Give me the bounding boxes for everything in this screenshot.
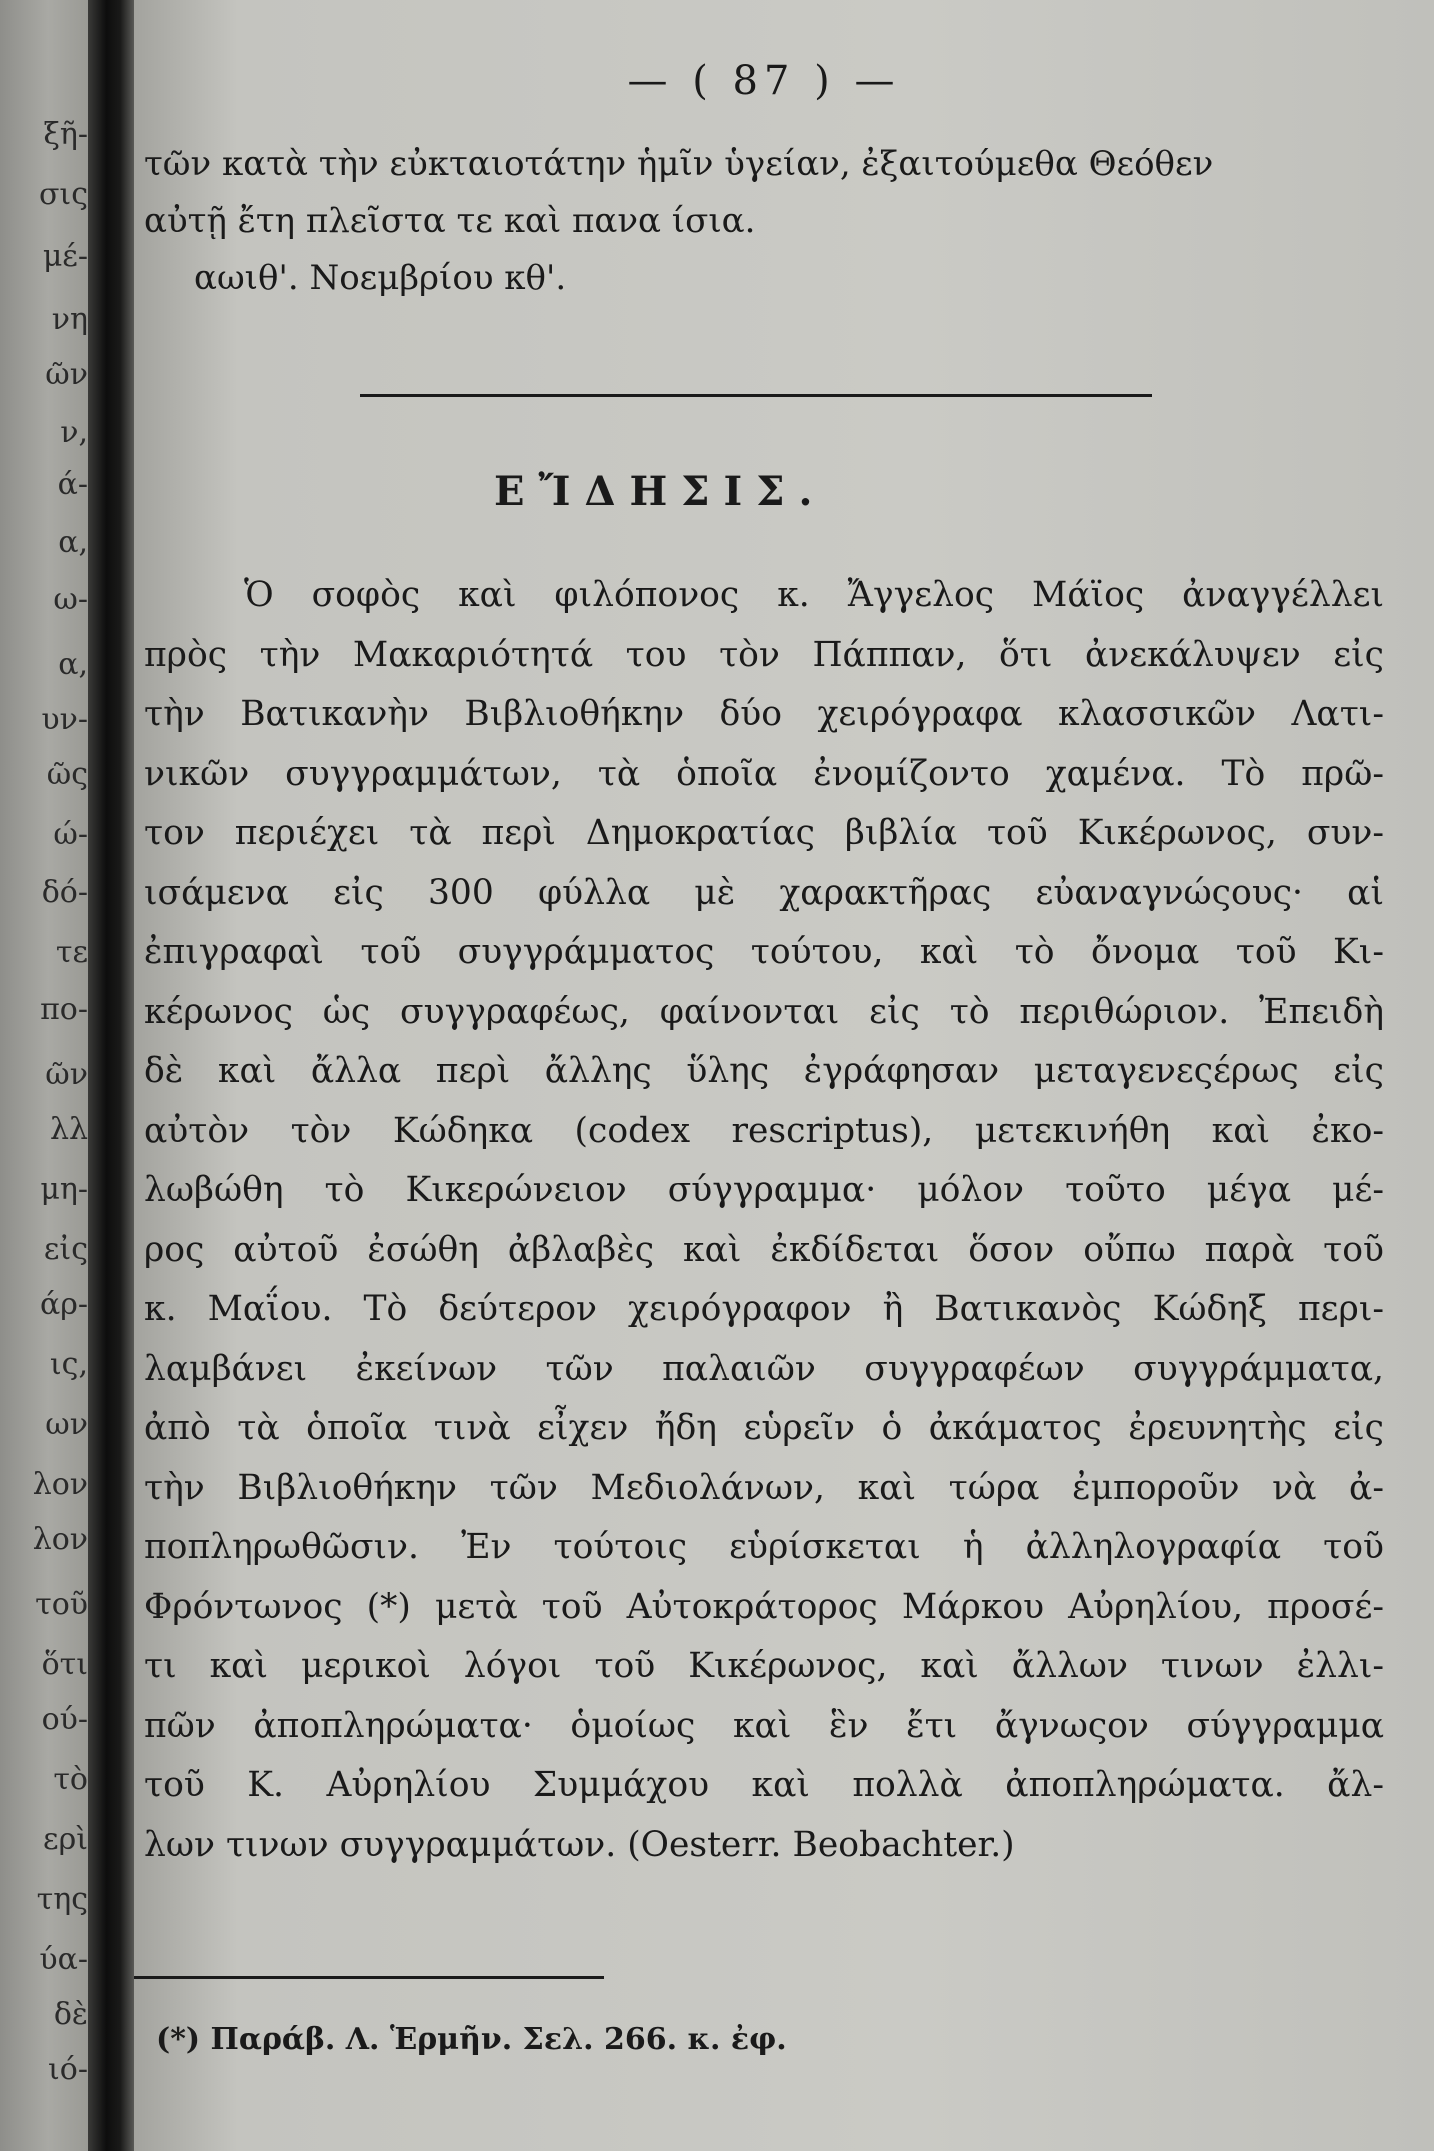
text-line: πῶν ἀποπληρώματα· ὁμοίως καὶ ἓν ἔτι ἄγνωςον σύγγραμμα <box>144 1705 1384 1746</box>
book-page <box>134 0 1434 2151</box>
text-line: ἐπιγραφαὶ τοῦ συγγράμματος τούτου, καὶ τὸ ὄνομα τοῦ Κι- <box>144 932 1384 972</box>
margin-fragment: ῶν <box>45 357 88 392</box>
margin-fragment: ὅτι <box>41 1647 88 1682</box>
margin-fragment: δὲ <box>53 1997 88 2032</box>
margin-fragment: λλ <box>49 1112 88 1147</box>
section-heading: ΕἼΔΗΣΙΣ. <box>494 468 827 515</box>
text-line: νικῶν συγγραμμάτων, τὰ ὁποῖα ἐνομίζοντο χαμένα. Τὸ πρῶ- <box>144 753 1384 794</box>
news-article-body <box>144 566 1384 1875</box>
adjacent-left-page <box>0 0 88 2151</box>
text-line: τι καὶ μερικοὶ λόγοι τοῦ Κικέρωνος, καὶ ἄλλων τινων ἐλλι- <box>144 1646 1384 1686</box>
margin-fragment: ῶς <box>46 757 88 792</box>
margin-fragment: α, <box>58 647 88 682</box>
letter-closing <box>144 136 1384 307</box>
text-line: ποπληρωθῶσιν. Ἐν τούτοις εὑρίσκεται ἡ ἀλληλογραφία τοῦ <box>144 1527 1384 1567</box>
margin-fragment: νη <box>51 302 88 337</box>
footnote: (*) Παράβ. Λ. Ἑρμῆν. Σελ. 266. κ. ἐφ. <box>156 2022 787 2057</box>
margin-fragment: της <box>36 1882 88 1917</box>
margin-fragment: α, <box>58 525 88 560</box>
margin-fragment: σις <box>38 177 88 212</box>
margin-fragment: ων <box>45 1407 88 1442</box>
margin-fragment: υν- <box>41 702 88 737</box>
margin-fragment: ώ- <box>53 817 88 852</box>
text-line: τον περιέχει τὰ περὶ Δημοκρατίας βιβλία τοῦ Κικέρωνος, συν- <box>144 813 1384 853</box>
margin-fragment: τε <box>55 935 88 970</box>
page-number: — ( 87 ) — <box>627 58 901 104</box>
margin-fragment: μέ- <box>42 239 88 274</box>
margin-fragment: εἰς <box>43 1232 88 1267</box>
text-line: κέρωνος ὡς συγγραφέως, φαίνονται εἰς τὸ περιθώριον. Ἐπειδὴ <box>144 991 1384 1032</box>
section-divider <box>360 394 1152 397</box>
margin-fragment: τοῦ <box>35 1587 88 1622</box>
margin-fragment: ξῆ- <box>43 117 88 152</box>
text-line: αὐτὸν τὸν Κώδηκα (codex rescriptus), μετεκινήθη καὶ ἐκο- <box>144 1110 1384 1151</box>
margin-fragment: πο- <box>40 992 88 1027</box>
margin-fragment: λον <box>32 1467 88 1502</box>
text-line: τοῦ Κ. Αὐρηλίου Συμμάχου καὶ πολλὰ ἀποπληρώματα. ἄλ- <box>144 1765 1384 1805</box>
margin-fragment: ῶν <box>45 1057 88 1092</box>
margin-fragment: ά- <box>57 467 88 502</box>
text-line: τὴν Βατικανὴν Βιβλιοθήκην δύο χειρόγραφα κλασσικῶν Λατι- <box>144 694 1384 734</box>
margin-fragment: ού- <box>41 1702 88 1737</box>
margin-fragment: μη- <box>40 1172 88 1207</box>
margin-fragment: ερὶ <box>43 1822 88 1857</box>
text-line: αὐτῇ ἔτη πλεῖστα τε καὶ πανα ίσια. <box>144 200 756 241</box>
text-line: τῶν κατὰ τὴν εὐκταιοτάτην ἡμῖν ὑγείαν, ἐξαιτούμεθα Θεόθεν <box>144 144 1214 184</box>
margin-fragment: δό- <box>41 875 88 910</box>
text-line: λωβώθη τὸ Κικερώνειον σύγγραμμα· μόλον τοῦτο μέγα μέ- <box>144 1170 1384 1210</box>
book-gutter <box>88 0 134 2151</box>
margin-fragment: ω- <box>53 582 88 617</box>
footnote-divider <box>134 1976 604 1979</box>
margin-fragment: ιό- <box>48 2052 88 2087</box>
margin-fragment: λον <box>32 1522 88 1557</box>
text-line: λαμβάνει ἐκείνων τῶν παλαιῶν συγγραφέων συγγράμματα, <box>144 1348 1384 1389</box>
text-line: πρὸς τὴν Μακαριότητά του τὸν Πάππαν, ὅτι ἀνεκάλυψεν εἰς <box>144 634 1384 675</box>
text-line: ἀπὸ τὰ ὁποῖα τινὰ εἶχεν ἤδη εὑρεῖν ὁ ἀκάματος ἐρευνητὴς εἰς <box>144 1408 1384 1448</box>
text-line: Ὁ σοφὸς καὶ φιλόπονος κ. Ἄγγελος Μάϊος ἀναγγέλλει <box>244 575 1384 615</box>
text-line: ρος αὐτοῦ ἐσώθη ἀβλαβὲς καὶ ἐκδίδεται ὅσον οὔπω παρὰ τοῦ <box>144 1229 1384 1270</box>
margin-fragment: ις, <box>49 1347 88 1382</box>
date-line: αωιθ'. Νοεμβρίου κθ'. <box>194 257 567 298</box>
margin-fragment: τὸ <box>53 1762 88 1797</box>
text-line: τὴν Βιβλιοθήκην τῶν Μεδιολάνων, καὶ τώρα ἐμποροῦν νὰ ἀ- <box>144 1467 1384 1508</box>
text-line: Φρόντωνος (*) μετὰ τοῦ Αὐτοκράτορος Μάρκου Αὐρηλίου, προσέ- <box>144 1586 1384 1627</box>
margin-fragment: ν, <box>60 415 88 450</box>
text-line: λων τινων συγγραμμάτων. (Oesterr. Beobachter.) <box>144 1824 1015 1865</box>
text-line: κ. Μαΐου. Τὸ δεύτερον χειρόγραφον ἢ Βατικανὸς Κώδηξ περι- <box>144 1289 1384 1329</box>
text-line: δὲ καὶ ἄλλα περὶ ἄλλης ὕλης ἐγράφησαν μεταγενεςέρως εἰς <box>144 1051 1384 1091</box>
margin-fragment: άρ- <box>39 1287 88 1322</box>
text-line: ισάμενα εἰς 300 φύλλα μὲ χαρακτῆρας εὐαναγνώςους· αἱ <box>144 872 1384 913</box>
margin-fragment: ύα- <box>39 1942 88 1977</box>
